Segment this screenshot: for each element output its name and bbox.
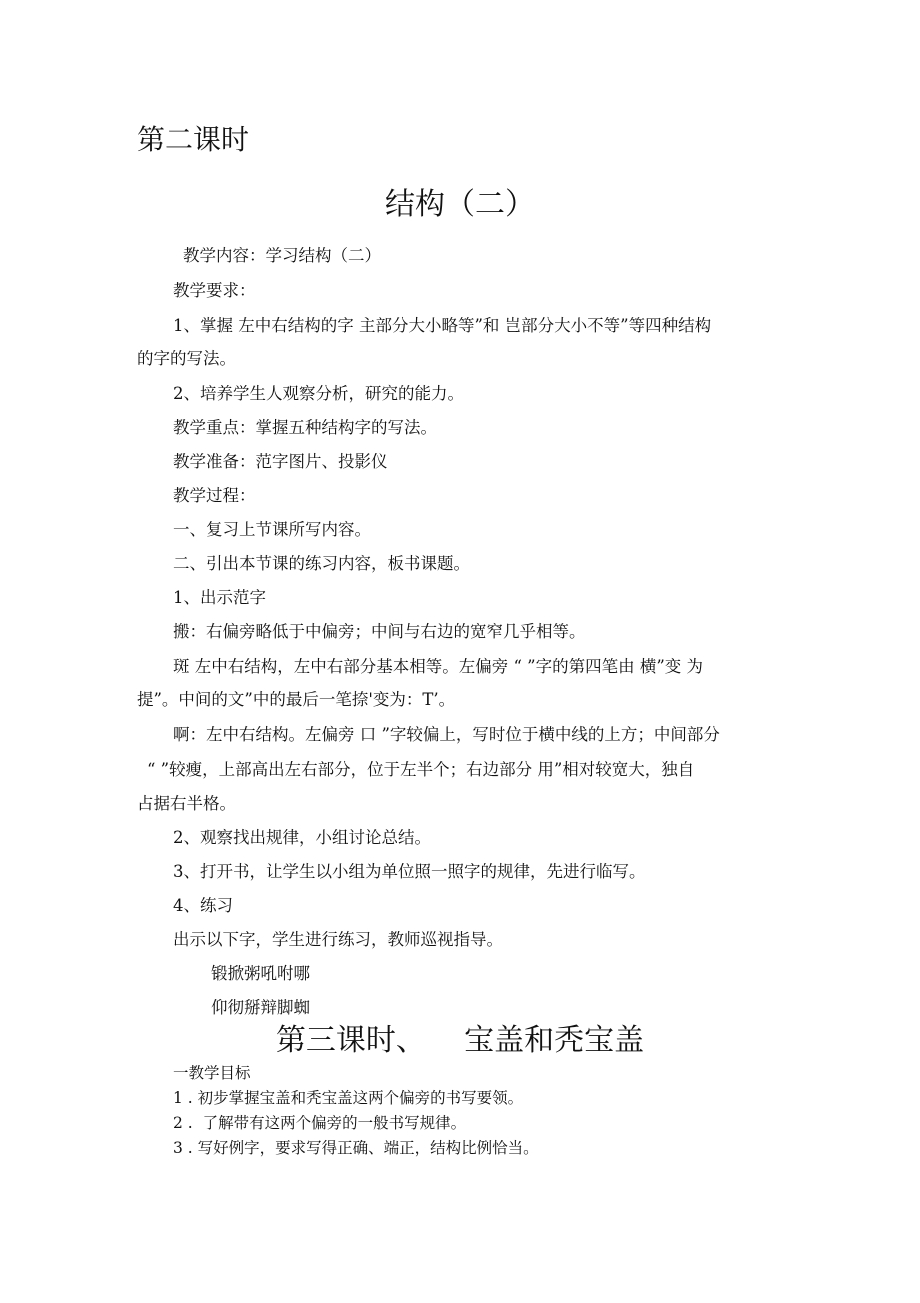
lesson-2-heading: 第二课时 xyxy=(137,123,250,156)
teaching-requirements-label: 教学要求： xyxy=(173,281,256,300)
sub-step-2: 2、观察找出规律，小组讨论总结。 xyxy=(173,828,431,847)
objective-1: 1 . 初步掌握宝盖和秃宝盖这两个偏旁的书写要领。 xyxy=(173,1089,524,1107)
lesson-2-title: 结构（二） xyxy=(385,187,535,222)
process-step-1: 一、复习上节课所写内容。 xyxy=(173,520,371,539)
practice-instruction: 出示以下字，学生进行练习，教师巡视指导。 xyxy=(173,930,503,949)
requirement-1-line-2: 的字的写法。 xyxy=(137,349,236,368)
example-a-line-2: “ ”较瘦，上部高出左右部分，位于左半个；右边部分 用”相对较宽大，独自 xyxy=(147,760,695,779)
teaching-content-line: 教学内容：学习结构（二） xyxy=(183,246,381,265)
practice-characters-1: 锻掀粥吼咐哪 xyxy=(211,964,310,983)
example-ban-spot-line-2: 提”。中间的文”中的最后一笔捺'变为：T’。 xyxy=(137,690,456,709)
example-a-line-1: 啊：左中右结构。左偏旁 口 ”字较偏上，写时位于横中线的上方；中间部分 xyxy=(173,725,720,744)
teaching-preparation-line: 教学准备：范字图片、投影仪 xyxy=(173,452,388,471)
requirement-1-line-1: 1、掌握 左中右结构的字 主部分大小略等”和 岂部分大小不等”等四种结构 xyxy=(173,316,712,335)
lesson-3-objectives-label: 一教学目标 xyxy=(173,1064,251,1082)
teaching-focus-line: 教学重点：掌握五种结构字的写法。 xyxy=(173,418,437,437)
teaching-process-label: 教学过程： xyxy=(173,486,256,505)
lesson-3-title: 第三课时、 宝盖和秃宝盖 xyxy=(275,1023,645,1058)
practice-characters-2: 仰彻掰辩脚蜘 xyxy=(211,998,310,1017)
objective-2: 2 . 了解带有这两个偏旁的一般书写规律。 xyxy=(173,1114,467,1132)
sub-step-3: 3、打开书，让学生以小组为单位照一照字的规律，先进行临写。 xyxy=(173,862,646,881)
process-step-2: 二、引出本节课的练习内容，板书课题。 xyxy=(173,554,470,573)
example-ban-move: 搬：右偏旁略低于中偏旁；中间与右边的宽窄几乎相等。 xyxy=(173,622,586,641)
sub-step-4: 4、练习 xyxy=(173,896,233,915)
example-a-line-3: 占据右半格。 xyxy=(137,794,236,813)
requirement-2-line: 2、培养学生人观察分析，研究的能力。 xyxy=(173,384,464,403)
objective-3: 3 . 写好例字，要求写得正确、端正，结构比例恰当。 xyxy=(173,1139,539,1157)
example-ban-spot-line-1: 斑 左中右结构，左中右部分基本相等。左偏旁 “ ”字的第四笔由 横”变 为 xyxy=(173,657,704,676)
sub-step-1: 1、出示范字 xyxy=(173,588,266,607)
